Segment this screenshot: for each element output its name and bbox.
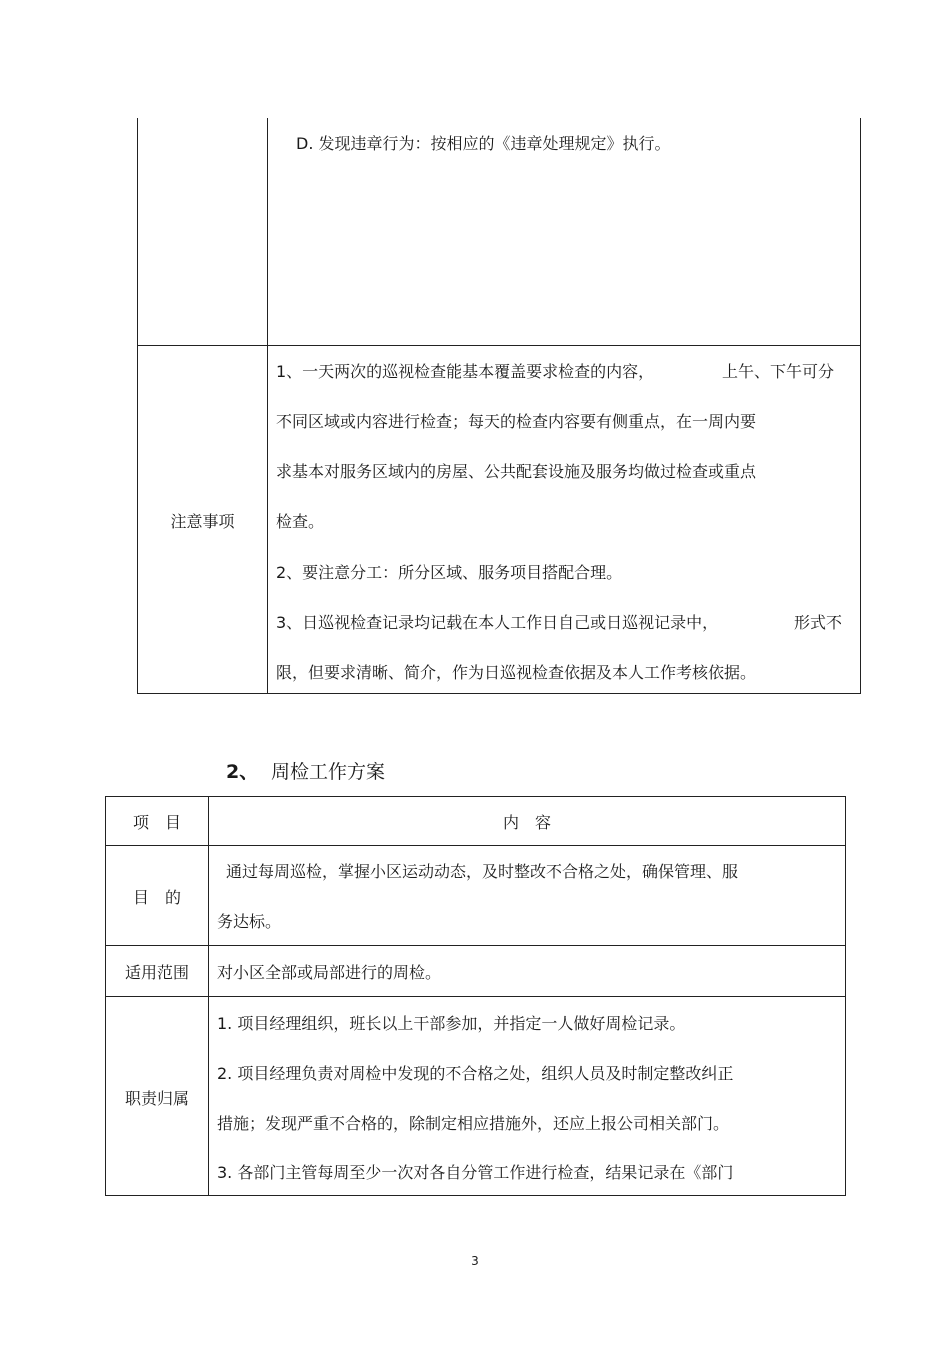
table2-row-divider-2 bbox=[105, 996, 846, 997]
table1-left-border bbox=[137, 118, 138, 694]
duties-label: 职责归属 bbox=[124, 1089, 189, 1108]
section-title: 周检工作方案 bbox=[271, 761, 386, 783]
notes-line-6: 3、日巡视检查记录均记载在本人工作日自己或日巡视记录中， bbox=[276, 613, 719, 632]
duties-line-2: 2. 项目经理负责对周检中发现的不合格之处，组织人员及时制定整改纠正 bbox=[217, 1064, 734, 1083]
purpose-line-2: 务达标。 bbox=[217, 912, 282, 931]
table2-header-divider bbox=[105, 845, 846, 846]
table2-top-border bbox=[105, 796, 846, 797]
notes-line-4: 检查。 bbox=[276, 512, 325, 531]
duties-line-1: 1. 项目经理组织，班长以上干部参加，并指定一人做好周检记录。 bbox=[217, 1014, 686, 1033]
notes-line-5: 2、要注意分工：所分区域、服务项目搭配合理。 bbox=[276, 563, 623, 582]
notes-line-6-tail: 形式不 bbox=[794, 613, 843, 632]
table1-column-divider bbox=[267, 118, 268, 694]
table2-row-divider-1 bbox=[105, 945, 846, 946]
table1-right-border bbox=[860, 118, 861, 694]
notes-label: 注意事项 bbox=[170, 512, 235, 531]
notes-line-1: 1、一天两次的巡视检查能基本覆盖要求检查的内容， bbox=[276, 362, 655, 381]
table1-bottom-border bbox=[137, 693, 861, 694]
scope-text: 对小区全部或局部进行的周检。 bbox=[217, 963, 442, 982]
rule-d-text: D. 发现违章行为：按相应的《违章处理规定》执行。 bbox=[296, 134, 671, 153]
purpose-label: 目 的 bbox=[132, 888, 181, 907]
notes-line-2: 不同区域或内容进行检查；每天的检查内容要有侧重点，在一周内要 bbox=[276, 412, 757, 431]
table2-bottom-border bbox=[105, 1195, 846, 1196]
notes-line-1-tail: 上午、下午可分 bbox=[722, 362, 835, 381]
header-content: 内 容 bbox=[502, 813, 551, 832]
scope-label: 适用范围 bbox=[124, 963, 189, 982]
page-number: 3 bbox=[471, 1254, 479, 1268]
duties-line-4: 3. 各部门主管每周至少一次对各自分管工作进行检查，结果记录在《部门 bbox=[217, 1163, 734, 1182]
purpose-line-1: 通过每周巡检，掌握小区运动动态，及时整改不合格之处，确保管理、服 bbox=[226, 862, 739, 881]
duties-line-3: 措施；发现严重不合格的，除制定相应措施外，还应上报公司相关部门。 bbox=[217, 1114, 730, 1133]
section-number: 2、 bbox=[226, 761, 259, 783]
table1-row-divider bbox=[137, 345, 861, 346]
header-item: 项 目 bbox=[132, 813, 181, 832]
notes-line-3: 求基本对服务区域内的房屋、公共配套设施及服务均做过检查或重点 bbox=[276, 462, 757, 481]
notes-line-7: 限，但要求清晰、简介，作为日巡视检查依据及本人工作考核依据。 bbox=[276, 663, 757, 682]
